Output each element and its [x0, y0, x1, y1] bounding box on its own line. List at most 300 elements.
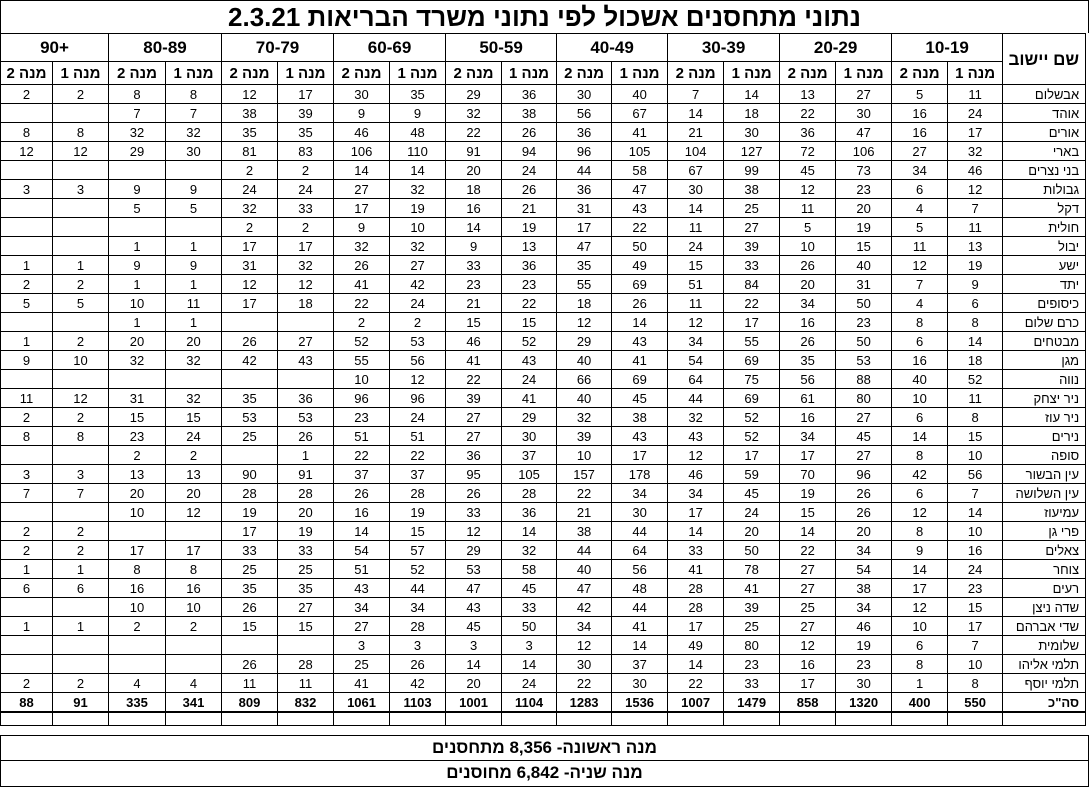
table-cell: 22 — [390, 446, 446, 465]
table-cell: 33 — [724, 674, 780, 693]
table-cell: 2 — [1, 522, 53, 541]
table-row — [1, 218, 1086, 237]
table-cell: 55 — [724, 332, 780, 351]
table-cell: 30 — [557, 655, 612, 674]
empty-cell — [166, 712, 222, 726]
table-cell: 20 — [780, 275, 836, 294]
table-cell: 35 — [390, 85, 446, 104]
table-cell: 14 — [780, 522, 836, 541]
table-cell: 17 — [278, 237, 334, 256]
table-cell: 96 — [390, 389, 446, 408]
total-cell: 858 — [780, 693, 836, 713]
table-cell: 20 — [278, 503, 334, 522]
settlement-name: אוהד — [1003, 104, 1086, 123]
table-cell — [1, 446, 53, 465]
table-cell: 18 — [446, 180, 502, 199]
table-cell: 33 — [446, 256, 502, 275]
table-cell: 30 — [724, 123, 780, 142]
table-cell: 39 — [724, 598, 780, 617]
age-group-header: 80-89 — [109, 34, 222, 62]
table-cell: 8 — [166, 560, 222, 579]
table-cell: 44 — [612, 522, 668, 541]
table-cell: 47 — [557, 237, 612, 256]
table-cell: 24 — [502, 370, 557, 389]
table-cell: 28 — [668, 579, 724, 598]
table-cell: 29 — [502, 408, 557, 427]
table-row — [1, 503, 1086, 522]
table-cell: 36 — [502, 503, 557, 522]
table-cell — [1, 313, 53, 332]
total-cell: 1320 — [836, 693, 892, 713]
table-cell: 34 — [892, 161, 948, 180]
table-cell: 53 — [222, 408, 278, 427]
table-cell: 35 — [222, 579, 278, 598]
table-cell: 26 — [780, 256, 836, 275]
table-cell: 41 — [334, 275, 390, 294]
table-cell: 47 — [446, 579, 502, 598]
table-cell: 17 — [109, 541, 166, 560]
age-group-header: 60-69 — [334, 34, 446, 62]
dose1-header: מנה 1 — [166, 62, 222, 85]
table-cell: 28 — [390, 617, 446, 636]
table-row — [1, 579, 1086, 598]
table-cell: 17 — [780, 446, 836, 465]
table-cell: 80 — [724, 636, 780, 655]
table-cell: 12 — [780, 636, 836, 655]
table-cell: 34 — [390, 598, 446, 617]
table-cell: 12 — [668, 313, 724, 332]
table-cell: 28 — [502, 484, 557, 503]
table-cell: 42 — [557, 598, 612, 617]
table-cell: 178 — [612, 465, 668, 484]
total-cell: 341 — [166, 693, 222, 713]
table-cell: 96 — [557, 142, 612, 161]
table-cell: 8 — [948, 313, 1003, 332]
table-cell — [53, 503, 109, 522]
table-cell: 2 — [53, 85, 109, 104]
table-cell: 50 — [612, 237, 668, 256]
table-cell: 127 — [724, 142, 780, 161]
table-cell: 20 — [446, 674, 502, 693]
table-cell: 24 — [948, 104, 1003, 123]
table-cell: 90 — [222, 465, 278, 484]
table-cell: 39 — [724, 237, 780, 256]
table-cell: 33 — [446, 503, 502, 522]
table-cell: 1 — [109, 275, 166, 294]
table-cell: 56 — [612, 560, 668, 579]
dose2-header: מנה 2 — [1, 62, 53, 85]
table-cell: 32 — [948, 142, 1003, 161]
settlement-name: דקל — [1003, 199, 1086, 218]
table-cell: 40 — [557, 560, 612, 579]
settlement-name: צוחר — [1003, 560, 1086, 579]
table-cell: 32 — [109, 351, 166, 370]
table-cell: 23 — [334, 408, 390, 427]
table-cell — [1, 503, 53, 522]
table-cell: 10 — [892, 389, 948, 408]
table-cell: 17 — [166, 541, 222, 560]
settlement-name: נווה — [1003, 370, 1086, 389]
table-cell: 42 — [390, 275, 446, 294]
table-cell: 14 — [948, 503, 1003, 522]
table-cell: 12 — [668, 446, 724, 465]
table-cell: 43 — [502, 351, 557, 370]
table-cell: 34 — [334, 598, 390, 617]
table-cell — [109, 161, 166, 180]
table-cell: 4 — [892, 199, 948, 218]
table-cell: 22 — [557, 674, 612, 693]
table-cell: 78 — [724, 560, 780, 579]
table-cell: 49 — [668, 636, 724, 655]
table-cell: 6 — [892, 408, 948, 427]
table-cell: 8 — [1, 427, 53, 446]
table-cell: 35 — [278, 579, 334, 598]
table-cell: 22 — [334, 294, 390, 313]
empty-cell — [390, 712, 446, 726]
table-cell: 105 — [502, 465, 557, 484]
total-cell: 335 — [109, 693, 166, 713]
table-cell: 44 — [557, 161, 612, 180]
table-cell: 5 — [892, 218, 948, 237]
table-cell: 1 — [53, 560, 109, 579]
table-cell: 75 — [724, 370, 780, 389]
settlement-name: שדי אברהם — [1003, 617, 1086, 636]
table-cell: 43 — [446, 598, 502, 617]
table-cell: 24 — [222, 180, 278, 199]
table-cell: 11 — [278, 674, 334, 693]
dose2-header: מנה 2 — [780, 62, 836, 85]
settlement-name: ניר עוז — [1003, 408, 1086, 427]
table-cell: 4 — [109, 674, 166, 693]
table-cell: 22 — [557, 484, 612, 503]
table-cell — [166, 655, 222, 674]
table-cell: 14 — [668, 199, 724, 218]
table-cell: 33 — [724, 256, 780, 275]
table-row — [1, 484, 1086, 503]
empty-cell — [557, 712, 612, 726]
table-cell: 16 — [780, 408, 836, 427]
table-cell: 20 — [109, 484, 166, 503]
table-cell — [109, 636, 166, 655]
table-cell: 12 — [892, 503, 948, 522]
table-row — [1, 85, 1086, 104]
table-cell: 10 — [948, 522, 1003, 541]
age-group-header: 40-49 — [557, 34, 668, 62]
table-cell: 46 — [334, 123, 390, 142]
table-cell: 58 — [502, 560, 557, 579]
table-cell: 2 — [53, 275, 109, 294]
table-cell: 14 — [446, 218, 502, 237]
table-cell: 23 — [502, 275, 557, 294]
table-cell: 10 — [892, 617, 948, 636]
table-cell: 13 — [166, 465, 222, 484]
table-cell: 19 — [502, 218, 557, 237]
table-cell: 52 — [334, 332, 390, 351]
table-cell: 9 — [166, 256, 222, 275]
empty-cell — [278, 712, 334, 726]
settlement-header: שם יישוב — [1003, 34, 1086, 85]
table-cell: 23 — [948, 579, 1003, 598]
table-cell: 25 — [724, 617, 780, 636]
table-cell: 10 — [334, 370, 390, 389]
empty-cell — [724, 712, 780, 726]
empty-cell — [780, 712, 836, 726]
table-cell: 15 — [222, 617, 278, 636]
table-cell: 9 — [334, 218, 390, 237]
table-cell — [278, 313, 334, 332]
table-cell: 52 — [724, 408, 780, 427]
table-cell: 35 — [222, 123, 278, 142]
table-cell: 14 — [334, 161, 390, 180]
dose1-header: מנה 1 — [53, 62, 109, 85]
table-cell: 27 — [334, 180, 390, 199]
table-cell: 53 — [278, 408, 334, 427]
table-cell: 51 — [390, 427, 446, 446]
table-cell: 69 — [724, 351, 780, 370]
settlement-name: עין הבשור — [1003, 465, 1086, 484]
table-cell — [1, 370, 53, 389]
table-cell: 39 — [278, 104, 334, 123]
table-cell: 61 — [780, 389, 836, 408]
table-cell: 5 — [166, 199, 222, 218]
settlement-name: פרי גן — [1003, 522, 1086, 541]
table-cell: 24 — [668, 237, 724, 256]
table-cell: 22 — [502, 294, 557, 313]
table-cell — [278, 370, 334, 389]
table-row — [1, 522, 1086, 541]
table-cell: 32 — [502, 541, 557, 560]
table-row — [1, 560, 1086, 579]
table-cell: 2 — [166, 446, 222, 465]
table-cell: 10 — [166, 598, 222, 617]
table-cell: 16 — [892, 351, 948, 370]
table-cell: 26 — [334, 484, 390, 503]
empty-cell — [53, 712, 109, 726]
table-cell — [109, 655, 166, 674]
table-cell: 20 — [166, 484, 222, 503]
table-cell: 34 — [557, 617, 612, 636]
table-cell: 12 — [892, 598, 948, 617]
table-cell: 1 — [1, 256, 53, 275]
table-cell: 7 — [892, 275, 948, 294]
table-cell: 46 — [836, 617, 892, 636]
table-cell: 22 — [724, 294, 780, 313]
table-cell: 41 — [612, 617, 668, 636]
table-cell: 47 — [612, 180, 668, 199]
table-row — [1, 199, 1086, 218]
table-cell: 25 — [222, 427, 278, 446]
table-cell: 17 — [948, 123, 1003, 142]
table-cell: 43 — [278, 351, 334, 370]
table-cell: 7 — [109, 104, 166, 123]
table-cell: 39 — [557, 427, 612, 446]
table-cell: 5 — [1, 294, 53, 313]
table-cell — [53, 218, 109, 237]
table-cell: 30 — [502, 427, 557, 446]
settlement-name: צאלים — [1003, 541, 1086, 560]
table-cell: 35 — [278, 123, 334, 142]
table-cell: 33 — [668, 541, 724, 560]
table-cell: 9 — [166, 180, 222, 199]
age-group-header: 20-29 — [780, 34, 892, 62]
table-cell: 9 — [892, 541, 948, 560]
table-row — [1, 180, 1086, 199]
table-cell: 24 — [502, 674, 557, 693]
table-cell: 32 — [166, 351, 222, 370]
table-cell: 38 — [502, 104, 557, 123]
table-cell: 3 — [334, 636, 390, 655]
table-cell: 10 — [109, 503, 166, 522]
table-cell: 43 — [668, 427, 724, 446]
table-cell: 5 — [109, 199, 166, 218]
table-cell: 14 — [892, 560, 948, 579]
table-cell: 18 — [557, 294, 612, 313]
table-cell: 40 — [892, 370, 948, 389]
settlement-name: כיסופים — [1003, 294, 1086, 313]
table-cell: 4 — [166, 674, 222, 693]
table-cell: 64 — [612, 541, 668, 560]
empty-cell — [1, 712, 53, 726]
table-cell: 34 — [836, 541, 892, 560]
table-cell — [1, 598, 53, 617]
table-cell: 69 — [612, 370, 668, 389]
table-cell: 33 — [502, 598, 557, 617]
table-cell: 2 — [166, 617, 222, 636]
table-cell: 32 — [109, 123, 166, 142]
table-cell: 41 — [612, 123, 668, 142]
table-cell: 15 — [948, 598, 1003, 617]
table-cell: 41 — [724, 579, 780, 598]
table-cell: 38 — [724, 180, 780, 199]
table-cell: 52 — [502, 332, 557, 351]
settlement-name: מבטחים — [1003, 332, 1086, 351]
table-cell: 10 — [557, 446, 612, 465]
table-cell: 2 — [53, 674, 109, 693]
table-cell: 64 — [668, 370, 724, 389]
dose1-header: מנה 1 — [724, 62, 780, 85]
table-cell: 42 — [390, 674, 446, 693]
table-cell: 19 — [390, 503, 446, 522]
table-row — [1, 636, 1086, 655]
table-cell: 27 — [780, 579, 836, 598]
table-cell: 6 — [892, 180, 948, 199]
total-label: סה"כ — [1003, 693, 1086, 713]
table-cell: 69 — [612, 275, 668, 294]
total-cell: 1061 — [334, 693, 390, 713]
dose2-header: מנה 2 — [892, 62, 948, 85]
table-cell: 45 — [502, 579, 557, 598]
table-cell: 12 — [53, 389, 109, 408]
total-cell: 550 — [948, 693, 1003, 713]
table-cell: 12 — [222, 275, 278, 294]
table-cell: 12 — [278, 275, 334, 294]
table-cell: 15 — [780, 503, 836, 522]
table-cell: 21 — [502, 199, 557, 218]
table-cell: 44 — [612, 598, 668, 617]
table-cell: 27 — [836, 446, 892, 465]
page-title: נתוני מתחסנים אשכול לפי נתוני משרד הבריאות 2.3.21 — [0, 0, 1089, 33]
table-cell: 22 — [334, 446, 390, 465]
table-cell: 14 — [446, 655, 502, 674]
table-cell: 104 — [668, 142, 724, 161]
table-cell: 9 — [109, 180, 166, 199]
table-cell: 56 — [948, 465, 1003, 484]
settlement-name: בני נצרים — [1003, 161, 1086, 180]
table-cell: 44 — [668, 389, 724, 408]
table-cell: 10 — [53, 351, 109, 370]
table-cell: 15 — [166, 408, 222, 427]
table-cell: 25 — [334, 655, 390, 674]
table-cell: 18 — [948, 351, 1003, 370]
table-cell: 38 — [836, 579, 892, 598]
table-cell: 8 — [892, 446, 948, 465]
table-cell: 52 — [724, 427, 780, 446]
dose1-header: מנה 1 — [948, 62, 1003, 85]
table-cell: 2 — [53, 408, 109, 427]
table-cell: 7 — [668, 85, 724, 104]
table-cell: 25 — [724, 199, 780, 218]
dose1-header: מנה 1 — [390, 62, 446, 85]
table-cell: 45 — [836, 427, 892, 446]
table-cell: 11 — [668, 218, 724, 237]
table-cell: 31 — [836, 275, 892, 294]
table-cell: 9 — [109, 256, 166, 275]
total-cell: 400 — [892, 693, 948, 713]
table-cell: 19 — [836, 636, 892, 655]
table-row — [1, 598, 1086, 617]
table-cell: 81 — [222, 142, 278, 161]
table-cell: 40 — [836, 256, 892, 275]
table-cell — [1, 199, 53, 218]
table-cell: 50 — [724, 541, 780, 560]
table-cell: 28 — [222, 484, 278, 503]
total-cell: 1536 — [612, 693, 668, 713]
table-cell: 10 — [948, 655, 1003, 674]
table-cell: 23 — [836, 180, 892, 199]
table-cell: 11 — [668, 294, 724, 313]
table-cell: 110 — [390, 142, 446, 161]
table-cell: 53 — [446, 560, 502, 579]
table-cell: 30 — [612, 674, 668, 693]
table-cell — [1, 655, 53, 674]
table-row — [1, 123, 1086, 142]
table-cell: 21 — [557, 503, 612, 522]
table-cell: 34 — [612, 484, 668, 503]
table-cell: 16 — [109, 579, 166, 598]
total-cell: 91 — [53, 693, 109, 713]
table-cell: 2 — [109, 446, 166, 465]
table-cell: 30 — [166, 142, 222, 161]
table-cell: 6 — [948, 294, 1003, 313]
table-cell: 1 — [53, 617, 109, 636]
table-cell: 32 — [668, 408, 724, 427]
table-cell: 12 — [166, 503, 222, 522]
table-cell: 34 — [668, 332, 724, 351]
table-cell: 3 — [1, 180, 53, 199]
table-row — [1, 294, 1086, 313]
table-cell: 32 — [446, 104, 502, 123]
table-cell: 34 — [780, 427, 836, 446]
table-cell: 36 — [502, 256, 557, 275]
table-cell: 9 — [948, 275, 1003, 294]
table-cell: 11 — [166, 294, 222, 313]
table-cell: 6 — [892, 332, 948, 351]
table-cell: 14 — [668, 655, 724, 674]
table-cell: 21 — [446, 294, 502, 313]
table-cell: 52 — [390, 560, 446, 579]
table-cell — [53, 636, 109, 655]
table-cell: 41 — [612, 351, 668, 370]
